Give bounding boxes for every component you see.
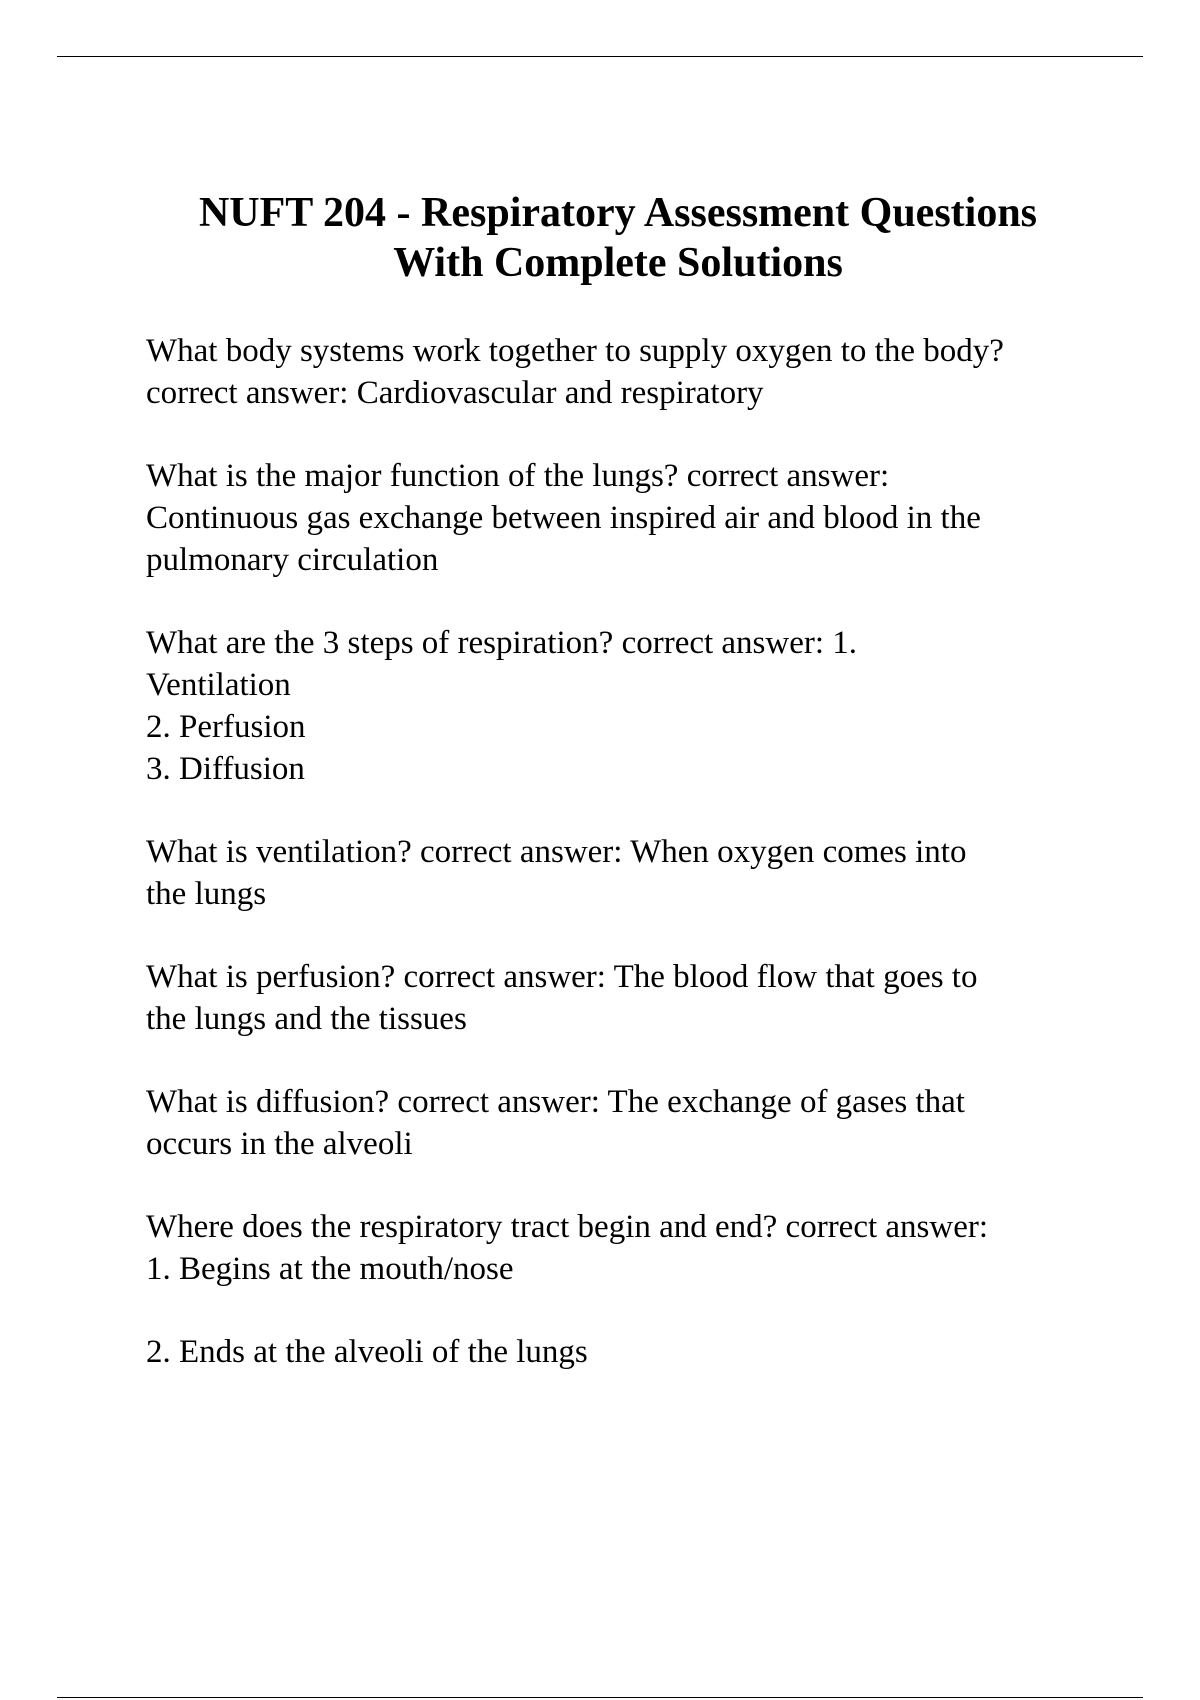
qa-entry-3 — [146, 622, 1106, 790]
text-line: What is diffusion? correct answer: The exchange of gases that — [146, 1084, 965, 1120]
title-line: NUFT 204 - Respiratory Assessment Questions — [198, 190, 1038, 236]
text-line: 1. Begins at the mouth/nose — [146, 1251, 514, 1287]
text-line: What body systems work together to supply oxygen to the body? — [146, 333, 1004, 369]
top-divider — [57, 56, 1143, 57]
qa-entry-1 — [146, 330, 1106, 414]
text-line: What is ventilation? correct answer: When oxygen comes into — [146, 834, 967, 870]
page-title — [0, 188, 1200, 288]
text-line: the lungs — [146, 876, 267, 912]
qa-list — [146, 330, 1106, 1414]
title-line: With Complete Solutions — [393, 240, 843, 286]
qa-entry-2 — [146, 455, 1106, 581]
text-line: 2. Ends at the alveoli of the lungs — [146, 1334, 588, 1370]
qa-entry-6 — [146, 1081, 1106, 1165]
text-line: 3. Diffusion — [146, 751, 305, 787]
qa-entry-8 — [146, 1331, 1106, 1373]
qa-entry-5 — [146, 956, 1106, 1040]
text-line: pulmonary circulation — [146, 542, 439, 578]
text-line: What are the 3 steps of respiration? correct answer: 1. — [146, 625, 858, 661]
text-line: correct answer: Cardiovascular and respiratory — [146, 375, 764, 411]
qa-entry-7 — [146, 1206, 1106, 1290]
text-line: Where does the respiratory tract begin and end? correct answer: — [146, 1209, 989, 1245]
text-line: What is perfusion? correct answer: The blood flow that goes to — [146, 959, 978, 995]
bottom-divider — [57, 1697, 1143, 1698]
text-line: the lungs and the tissues — [146, 1001, 467, 1037]
text-line: Ventilation — [146, 667, 291, 703]
text-line: Continuous gas exchange between inspired air and blood in the — [146, 500, 981, 536]
qa-entry-4 — [146, 831, 1106, 915]
text-line: 2. Perfusion — [146, 709, 306, 745]
text-line: What is the major function of the lungs? correct answer: — [146, 458, 890, 494]
text-line: occurs in the alveoli — [146, 1126, 413, 1162]
